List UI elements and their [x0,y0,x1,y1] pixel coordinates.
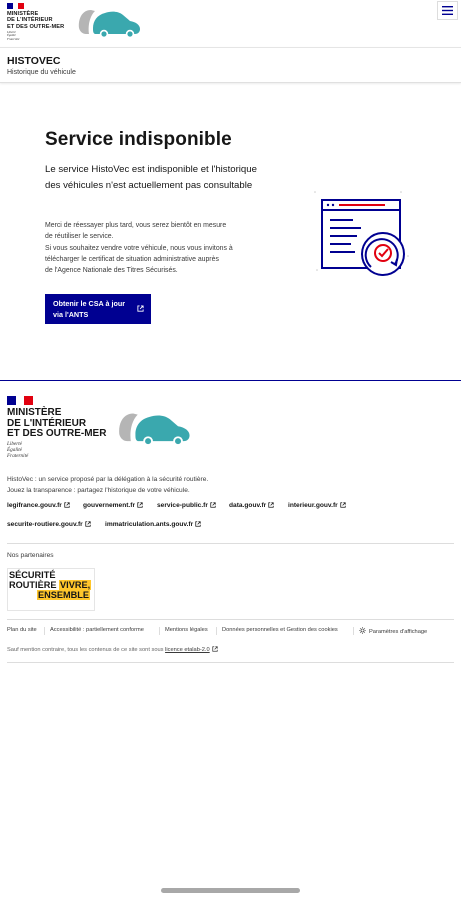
link-accessibility[interactable]: Accessibilité : partiellement conforme [50,627,144,633]
footer-car-logo-icon[interactable] [117,410,193,447]
external-link-icon [137,502,143,508]
link-ants[interactable]: immatriculation.ants.gouv.fr [105,521,201,528]
ministry-name[interactable]: MINISTÈRE DE L'INTÉRIEUR ET DES OUTRE-MER [7,11,65,30]
securite-routiere-logo[interactable]: SÉCURITÉ ROUTIÈRE VIVRE, ENSEMBLE [7,568,95,611]
link-securite-routiere[interactable]: securite-routiere.gouv.fr [7,521,91,528]
info-paragraph: Merci de réessayer plus tard, vous serez bientôt en mesure de réutiliser le service. Si vous souhaitez vendre votre véhicule, nous vous invitons à télécharger le certificat de situation administrative auprès de l'Agence Nationale des Titres Sécurisés. [45,222,233,275]
marianne-flag-icon [7,3,24,9]
footer-divider [7,543,454,544]
lead-paragraph: Le service HistoVec est indisponible et l'historique des véhicules n'est actuellement pas consultable [45,164,257,191]
footer-bottom-links [7,627,454,637]
service-bar [0,47,461,83]
link-licence-etalab[interactable]: licence etalab-2.0 [165,647,210,653]
page-end-divider [7,662,454,663]
link-legifrance[interactable]: legifrance.gouv.fr [7,502,70,509]
external-link-icon [340,502,346,508]
browser-clock-icon [313,190,413,285]
link-sitemap[interactable]: Plan du site [7,627,37,633]
external-link-icon [210,502,216,508]
service-tagline: Historique du véhicule [7,69,76,76]
external-link-icon [85,521,91,527]
external-link-icon [268,502,274,508]
partners-label: Nos partenaires [7,552,54,559]
footer-bottom-divider [7,619,454,620]
footer-description: HistoVec : un service proposé par la délégation à la sécurité routière. Jouez la transparence : partagez l'historique de votre véhicule. [7,476,209,494]
service-title[interactable]: HISTOVEC [7,55,61,67]
footer-ministry-name[interactable]: MINISTÈRE DE L'INTÉRIEUR ET DES OUTRE-MER [7,407,107,440]
get-csa-button[interactable]: Obtenir le CSA à jour via l'ANTS [45,294,151,324]
link-data-gouv[interactable]: data.gouv.fr [229,502,274,509]
home-indicator[interactable] [161,888,300,893]
hamburger-icon [442,6,453,15]
license-notice: Sauf mention contraire, tous les contenus de ce site sont sous licence etalab-2.0 [7,646,218,653]
external-link-icon [64,502,70,508]
footer-republic-motto: Liberté Égalité Fraternité [7,441,29,459]
site-header [0,0,461,48]
menu-button[interactable] [437,1,458,20]
link-gouvernement[interactable]: gouvernement.fr [83,502,143,509]
link-personal-data[interactable]: Données personnelles et Gestion des cookies [222,627,338,633]
external-link-icon [195,521,201,527]
link-service-public[interactable]: service-public.fr [157,502,216,509]
page-title: Service indisponible [45,129,232,150]
link-interieur[interactable]: interieur.gouv.fr [288,502,346,509]
external-link-icon [212,646,218,652]
republic-motto: Liberté Égalité Fraternité [7,30,20,41]
site-footer [0,380,461,662]
external-link-icon [137,305,144,312]
display-settings-button[interactable]: Paramètres d'affichage [359,627,427,635]
histovec-car-logo-icon[interactable] [77,7,143,39]
link-legal-notices[interactable]: Mentions légales [165,627,208,633]
sun-icon [359,627,366,634]
marianne-flag-icon [7,396,33,405]
